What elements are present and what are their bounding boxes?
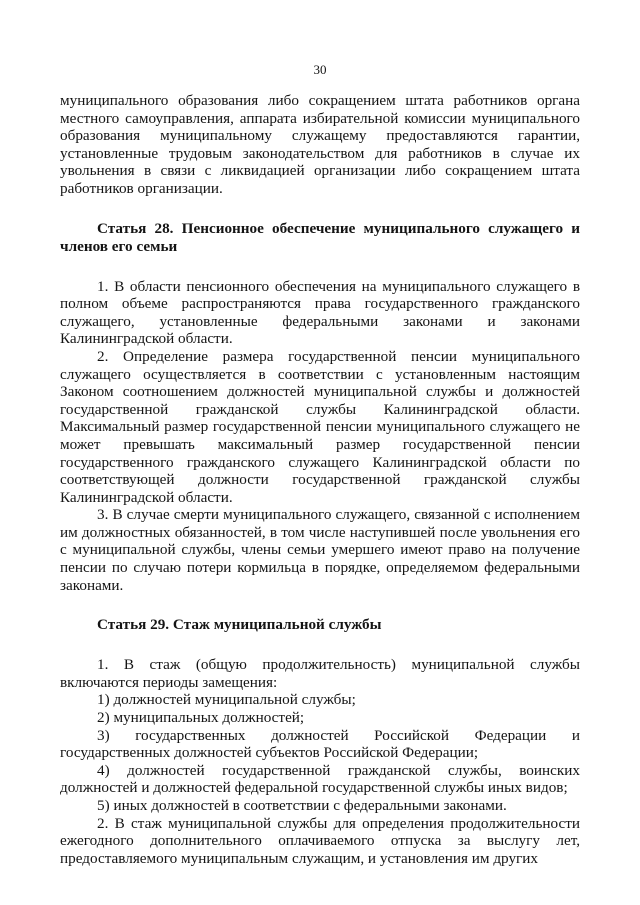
list-item: 3) государственных должностей Российской Федерации и государственных должностей субъектов Российской Федерации; (60, 726, 580, 762)
article-28-paragraph-3: 3. В случае смерти муниципального служащего, связанной с исполнением им должностных обязанностей, в том числе наступившей после увольнения его с муниципальной службы, члены семьи умершего имеют право на получение пенсии по случаю потери кормильца в порядке, определяемом федеральными законами. (60, 506, 580, 594)
article-28-heading: Статья 28. Пенсионное обеспечение муниципального служащего и членов его семьи (60, 219, 580, 255)
list-item: 2) муниципальных должностей; (97, 709, 305, 727)
article-29-heading: Статья 29. Стаж муниципальной службы (97, 616, 382, 634)
list-item: 4) должностей государственной гражданской службы, воинских должностей и должностей федеральной государственной службы иных видов; (60, 761, 580, 797)
article-29-body (60, 656, 580, 867)
intro-paragraph: муниципального образования либо сокращением штата работников органа местного самоуправления, аппарата избирательной комиссии муниципального образования муниципальному служащему предоставляются гарантии, установленные трудовым законодательством для работников в случае их увольнения в связи с ликвидацией организации либо сокращением штата работников организации. (60, 92, 580, 197)
article-28-paragraph-1: 1. В области пенсионного обеспечения на муниципального служащего в полном объеме распространяются права государственного гражданского служащего, установленные федеральными законами и законами Калининградской области. (60, 277, 580, 348)
list-item: 5) иных должностей в соответствии с федеральными законами. (97, 797, 507, 814)
article-29-paragraph-1: 1. В стаж (общую продолжительность) муниципальной службы включаются периоды замещения: (60, 656, 580, 691)
list-item: 1) должностей муниципальной службы; (97, 691, 356, 709)
page-number: 30 (313, 62, 327, 77)
article-29-paragraph-2: 2. В стаж муниципальной службы для определения продолжительности ежегодного дополнительного оплачиваемого отпуска за выслугу лет, предоставляемого муниципальным служащим, и установления им других (60, 814, 580, 867)
article-28-body (60, 278, 580, 595)
article-28-paragraph-2: 2. Определение размера государственной пенсии муниципального служащего осуществляется в соответствии с установленным настоящим Законом соотношением должностей муниципальной службы и должностей государственной гражданской службы Калининградской области. Максимальный размер государственной пенсии муниципального служащего не может превышать максимальный размер государственной пенсии государственного гражданского служащего Калининградской области по соответствующей должности государственной гражданской службы Калининградской области. (60, 347, 580, 506)
document-page (60, 62, 580, 867)
